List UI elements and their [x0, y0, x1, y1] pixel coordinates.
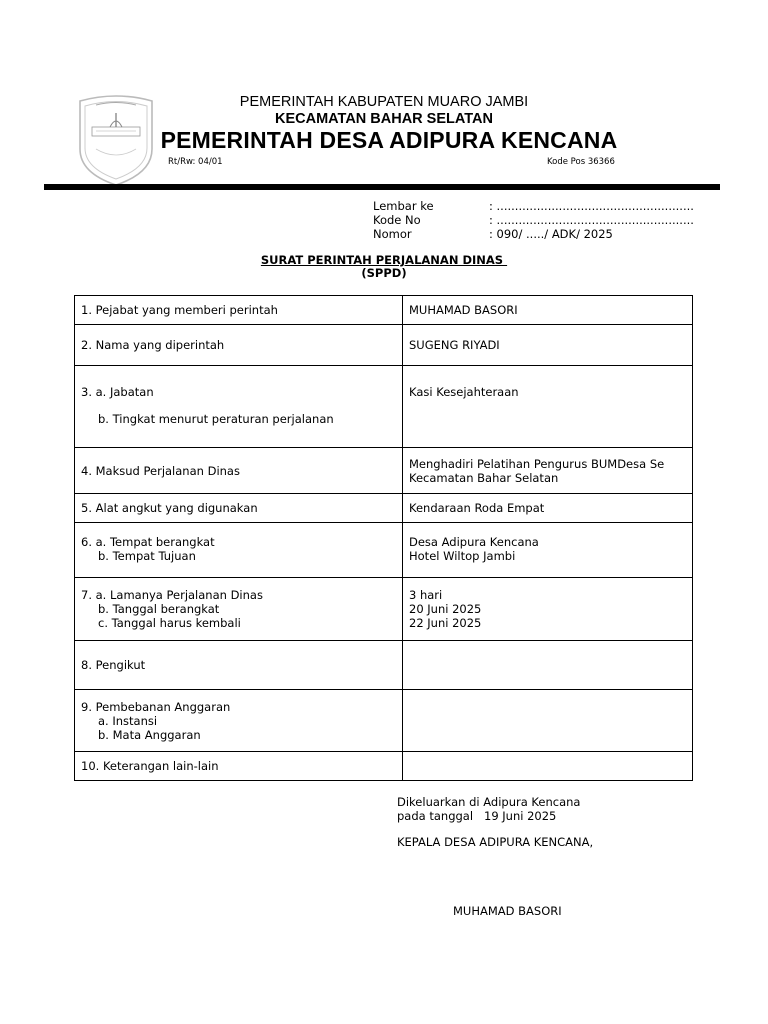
title-line-1: SURAT PERINTAH PERJALANAN DINAS — [260, 253, 508, 267]
document-title — [0, 254, 768, 280]
table-row — [75, 494, 693, 523]
row-label: 8. Pengikut — [75, 641, 403, 690]
meta-value: : ...................................................... — [489, 213, 694, 227]
row-value-line: Kecamatan Bahar Selatan — [409, 470, 559, 485]
row-label — [75, 366, 403, 448]
row-label — [75, 690, 403, 752]
row-value-a: Desa Adipura Kencana — [409, 535, 539, 549]
row-label-b: b. Mata Anggaran — [98, 728, 201, 742]
document-meta — [373, 199, 694, 241]
meta-row-code — [373, 213, 694, 227]
table-row — [75, 366, 693, 448]
table-row — [75, 690, 693, 752]
row-label-a: 7. a. Lamanya Perjalanan Dinas — [81, 588, 263, 602]
row-label-a: 6. a. Tempat berangkat — [81, 535, 215, 549]
row-value-a: 3 hari — [409, 588, 443, 602]
row-label: 2. Nama yang diperintah — [75, 325, 403, 366]
row-label-b: b. Tanggal berangkat — [98, 602, 220, 616]
title-line-2: (SPPD) — [361, 266, 407, 280]
row-value — [403, 690, 693, 752]
table-row — [75, 296, 693, 325]
row-label: 10. Keterangan lain-lain — [75, 752, 403, 781]
table-row — [75, 641, 693, 690]
row-value: MUHAMAD BASORI — [403, 296, 693, 325]
row-value: Kasi Kesejahteraan — [403, 366, 693, 448]
table-row — [75, 448, 693, 494]
meta-row-sheet — [373, 199, 694, 213]
letterhead-regency: PEMERINTAH KABUPATEN MUARO JAMBI — [239, 94, 529, 110]
row-label-a: 3. a. Jabatan — [81, 385, 154, 399]
signatory-name: MUHAMAD BASORI — [453, 904, 562, 918]
signatory-title: KEPALA DESA ADIPURA KENCANA, — [397, 835, 594, 849]
row-value — [403, 641, 693, 690]
row-label — [75, 578, 403, 641]
row-label — [75, 523, 403, 578]
row-label-main: 9. Pembebanan Anggaran — [81, 700, 231, 714]
row-label: 4. Maksud Perjalanan Dinas — [75, 448, 403, 494]
table-row — [75, 752, 693, 781]
meta-label: Lembar ke — [373, 199, 434, 213]
letterhead-village-government: PEMERINTAH DESA ADIPURA KENCANA — [160, 127, 618, 153]
row-value — [403, 448, 693, 494]
meta-label: Nomor — [373, 227, 412, 241]
letterhead-district: KECAMATAN BAHAR SELATAN — [274, 111, 494, 127]
meta-value: : 090/ ...../ ADK/ 2025 — [489, 227, 613, 241]
row-label-a: a. Instansi — [98, 714, 158, 728]
row-value — [403, 752, 693, 781]
row-label: 5. Alat angkut yang digunakan — [75, 494, 403, 523]
table-row — [75, 523, 693, 578]
issued-date: pada tanggal 19 Juni 2025 — [397, 809, 557, 823]
row-value-b: 20 Juni 2025 — [409, 602, 482, 616]
letterhead-postal-code: Kode Pos 36366 — [547, 157, 615, 167]
row-value: Kendaraan Roda Empat — [403, 494, 693, 523]
meta-value: : ...................................................... — [489, 199, 694, 213]
row-label-c: c. Tanggal harus kembali — [98, 616, 241, 630]
letterhead-rtrw: Rt/Rw: 04/01 — [168, 157, 223, 167]
table-row — [75, 325, 693, 366]
row-value-c: 22 Juni 2025 — [409, 616, 482, 630]
sppd-table — [74, 295, 693, 781]
letterhead-divider — [44, 184, 720, 190]
row-label-b: b. Tempat Tujuan — [98, 549, 196, 563]
row-value-b: Hotel Wiltop Jambi — [409, 549, 516, 563]
meta-row-number — [373, 227, 694, 241]
table-row — [75, 578, 693, 641]
issued-info — [397, 795, 580, 823]
row-label: 1. Pejabat yang memberi perintah — [75, 296, 403, 325]
row-value — [403, 523, 693, 578]
row-value: SUGENG RIYADI — [403, 325, 693, 366]
row-label-b: b. Tingkat menurut peraturan perjalanan — [98, 412, 334, 426]
meta-label: Kode No — [373, 213, 421, 227]
row-value-line: Menghadiri Pelatihan Pengurus BUMDesa Se — [409, 456, 665, 471]
issued-place: Dikeluarkan di Adipura Kencana — [397, 795, 581, 809]
row-value — [403, 578, 693, 641]
